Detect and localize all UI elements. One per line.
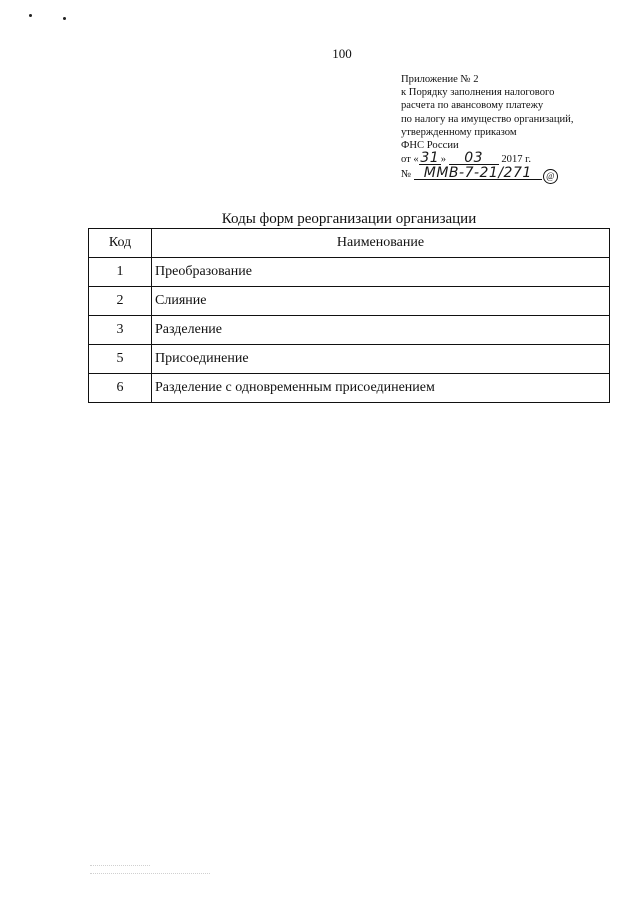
date-month: 03: [449, 152, 499, 165]
row-code: 3: [89, 316, 152, 345]
appendix-line: к Порядку заполнения налогового: [401, 87, 555, 99]
row-name: Слияние: [152, 287, 610, 316]
table-row: [89, 374, 610, 403]
column-header-name: Наименование: [152, 229, 610, 258]
appendix-number-line: [401, 167, 621, 184]
scan-speck: [63, 17, 66, 20]
table-row: [89, 316, 610, 345]
date-prefix: от «: [401, 154, 419, 166]
row-name: Преобразование: [152, 258, 610, 287]
table-title: Коды форм реорганизации организации: [221, 211, 477, 227]
scan-footer-mark: [90, 858, 210, 874]
date-day: 31: [420, 150, 440, 167]
table-row: [89, 345, 610, 374]
table-header-row: [89, 229, 610, 258]
order-number: ММВ-7-21/271: [414, 167, 542, 180]
table-row: [89, 258, 610, 287]
row-code: 5: [89, 345, 152, 374]
appendix-line: Приложение № 2: [401, 74, 479, 85]
appendix-block: [401, 73, 621, 184]
row-name: Разделение с одновременным присоединением: [152, 374, 610, 403]
order-suffix: @: [543, 169, 558, 184]
appendix-line: утвержденному приказом: [401, 126, 517, 138]
appendix-line: ФНС России: [401, 140, 459, 152]
row-name: Присоединение: [152, 345, 610, 374]
date-mid: »: [440, 154, 447, 166]
row-name: Разделение: [152, 316, 610, 345]
date-year: 2017 г.: [501, 154, 531, 166]
appendix-line: по налогу на имущество организаций,: [401, 113, 574, 125]
reorganization-codes-table: [88, 228, 610, 403]
scan-speck: [29, 14, 32, 17]
appendix-date-line: [401, 152, 621, 166]
appendix-line: расчета по авансовому платежу: [401, 100, 544, 112]
row-code: 6: [89, 374, 152, 403]
row-code: 2: [89, 287, 152, 316]
page-number: 100: [332, 46, 352, 61]
table-row: [89, 287, 610, 316]
number-prefix: №: [401, 169, 412, 181]
row-code: 1: [89, 258, 152, 287]
column-header-code: Код: [89, 229, 152, 258]
